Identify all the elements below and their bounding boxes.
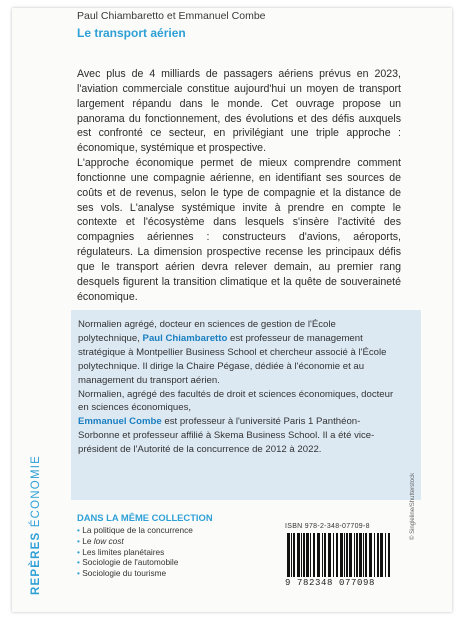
series-label-bold: REPÈRES — [30, 531, 42, 595]
collection-heading: DANS LA MÊME COLLECTION — [77, 512, 213, 523]
series-label — [30, 455, 42, 595]
barcode-image — [285, 533, 393, 581]
author-bios — [78, 318, 394, 457]
collection-item-text: Le low cost — [82, 535, 124, 546]
bio-1-intro: Normalien agrégé, docteur en sciences de gestion de l'École polytechnique, — [78, 319, 336, 344]
series-label-light: ÉCONOMIE — [30, 455, 42, 528]
author-bio-2 — [78, 388, 394, 458]
authors-line: Paul Chiambaretto et Emmanuel Combe — [77, 10, 266, 22]
collection-item: • Sociologie de l'automobile — [77, 557, 193, 568]
collection-list — [77, 525, 193, 579]
author-name-chiambaretto: Paul Chiambaretto — [142, 332, 228, 344]
collection-item: • Les limites planétaires — [77, 547, 193, 558]
bio-1-body: est professeur de management stratégique à Montpellier Business School et chercheur associé à l'École polytechnique. Il dirige la Chaire Pégase, dédiée à l'économie et au management du transport aérien. — [78, 332, 387, 386]
summary-paragraph-1: Avec plus de 4 milliards de passagers aériens prévus en 2023, l'aviation commerciale constitue aujourd'hui un moyen de transport largement répandu dans le monde. Cet ouvrage propose un panorama du fonctionnement, des évolutions et des défis auxquels est confronté ce secteur, en privilégiant une triple approche : économique, systémique et prospective. — [77, 68, 401, 155]
collection-item — [77, 536, 193, 547]
barcode-digits: 9 782348 077098 — [285, 578, 376, 588]
author-name-combe: Emmanuel Combe — [78, 416, 162, 428]
bio-2-body: est professeur à l'université Paris 1 Panthéon-Sorbonne et professeur affilié à Skema Business School. Il a été vice-président de l'Autorité de la concurrence de 2012 à 2022. — [78, 416, 375, 456]
author-bio-1 — [78, 318, 394, 388]
summary-text — [77, 67, 401, 305]
book-title: Le transport aérien — [77, 26, 186, 40]
photo-credit: © Singleline/Shutterstock — [410, 472, 416, 540]
bio-2-intro: Normalien, agrégé des facultés de droit et sciences économiques, docteur en sciences économiques, — [78, 388, 394, 414]
isbn-text: ISBN 978-2-348-07709-8 — [285, 523, 370, 530]
summary-paragraph-2: L'approche économique permet de mieux comprendre comment fonctionne une compagnie aérienne, en identifiant ses sources de coûts et de revenus, selon le type de compagnie et la distance de ses vols. L'analyse systémique invite à prendre en compte le contexte et l'écosystème dans lesquels s'insère l'activité des compagnies aériennes : constructeurs d'avions, aéroports, régulateurs. La dimension prospective recense les principaux défis que le transport aérien devra relever demain, au premier rang desquels figurent la transition climatique et la quête de souveraineté économique. — [77, 157, 401, 303]
collection-item: • Sociologie du tourisme — [77, 568, 193, 579]
collection-item: • La politique de la concurrence — [77, 525, 193, 536]
